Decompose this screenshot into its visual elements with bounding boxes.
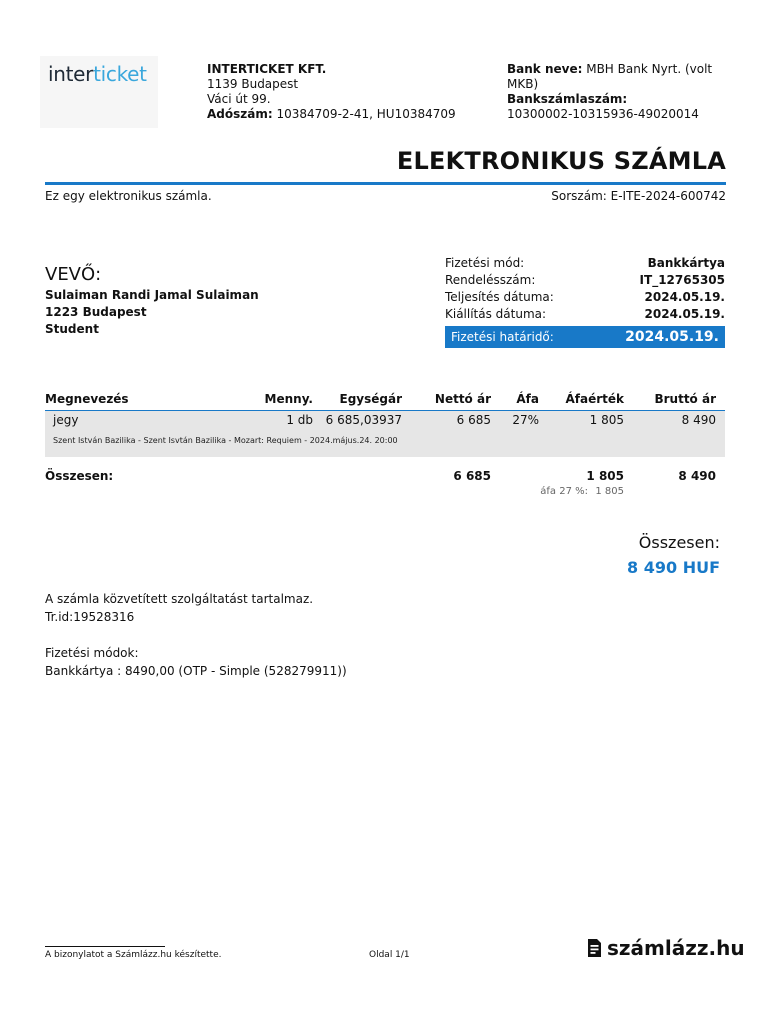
invoice-title: ELEKTRONIKUS SZÁMLA: [396, 147, 726, 175]
meta-issue-date: [445, 306, 725, 323]
cell-net: 6 685: [456, 413, 491, 427]
note-line: Bankkártya : 8490,00 (OTP - Simple (528279911)): [45, 664, 347, 678]
grand-total-value: 8 490 HUF: [627, 558, 720, 577]
sum-label: Összesen:: [45, 469, 114, 483]
due-date-value: 2024.05.19.: [625, 329, 719, 345]
bank-name-value: MBH Bank Nyrt. (volt MKB): [507, 62, 713, 91]
bank-account-label: Bankszámlaszám:: [507, 92, 628, 106]
table-sum-row: [45, 467, 725, 485]
page-number: Oldal 1/1: [369, 950, 410, 960]
header-unit-price: Egységár: [339, 392, 402, 406]
vat-breakdown-value: 1 805: [595, 486, 624, 497]
electronic-note: Ez egy elektronikus számla.: [45, 189, 212, 203]
seller-tax-value: 10384709-2-41, HU10384709: [276, 107, 456, 121]
company-logo: [40, 56, 158, 128]
sum-net: 6 685: [453, 469, 491, 483]
meta-fulfillment-date: [445, 289, 725, 306]
buyer-name: Sulaiman Randi Jamal Sulaiman: [45, 288, 259, 302]
due-date-label: Fizetési határidő:: [451, 330, 554, 344]
vat-breakdown-label: áfa 27 %:: [540, 486, 588, 497]
seller-tax-label: Adószám:: [207, 107, 273, 121]
sum-gross: 8 490: [678, 469, 716, 483]
buyer-extra: Student: [45, 322, 99, 336]
invoice-serial: Sorszám: E-ITE-2024-600742: [551, 189, 726, 203]
logo-part-2: ticket: [93, 62, 147, 86]
buyer-info: [45, 287, 259, 338]
header-gross: Bruttó ár: [654, 392, 716, 406]
sum-vat-amount: 1 805: [586, 469, 624, 483]
cell-gross: 8 490: [681, 413, 716, 427]
buyer-label: VEVŐ:: [45, 264, 102, 285]
header-vat: Áfa: [516, 392, 539, 406]
table-row: [45, 411, 725, 457]
meta-label: Kiállítás dátuma:: [445, 307, 547, 321]
bank-account-value: 10300002-10315936-49020014: [507, 107, 699, 121]
seller-info: [207, 62, 456, 122]
cell-unit-price: 6 685,03937: [325, 413, 402, 427]
footer-brand: [586, 936, 745, 960]
meta-label: Teljesítés dátuma:: [445, 290, 554, 304]
table-header: [45, 390, 725, 410]
seller-name: INTERTICKET KFT.: [207, 62, 327, 76]
cell-qty: 1 db: [286, 413, 313, 427]
header-name: Megnevezés: [45, 392, 129, 406]
cell-name: jegy: [53, 413, 79, 427]
meta-value: 2024.05.19.: [644, 290, 725, 304]
grand-total-label: Összesen:: [638, 533, 720, 552]
bank-info: [507, 62, 722, 122]
buyer-city: 1223 Budapest: [45, 305, 147, 319]
note-line: A számla közvetített szolgáltatást tartalmaz.: [45, 592, 314, 606]
seller-city: 1139 Budapest: [207, 77, 299, 91]
title-divider: [45, 182, 726, 185]
footer-note: A bizonylatot a Számlázz.hu készítette.: [45, 950, 222, 960]
vat-breakdown: [45, 485, 725, 501]
meta-label: Rendelésszám:: [445, 273, 536, 287]
document-icon: [586, 938, 602, 958]
bank-name: [507, 62, 722, 92]
header-qty: Menny.: [264, 392, 313, 406]
note-spacer: [45, 626, 347, 644]
seller-street: Váci út 99.: [207, 92, 271, 106]
meta-due-date: [445, 326, 725, 348]
meta-value: IT_12765305: [639, 273, 725, 287]
header-vat-amount: Áfaérték: [565, 392, 624, 406]
note-line: Tr.id:19528316: [45, 610, 135, 624]
table-row-values: [45, 411, 725, 433]
items-table: [45, 390, 725, 501]
brand-name: számlázz.hu: [607, 936, 745, 960]
invoice-notes: [45, 590, 347, 680]
meta-value: 2024.05.19.: [644, 307, 725, 321]
logo-part-1: inter: [48, 62, 94, 86]
cell-vat: 27%: [512, 413, 539, 427]
footer-divider: [45, 946, 165, 947]
header-net: Nettó ár: [434, 392, 491, 406]
bank-name-label: Bank neve:: [507, 62, 583, 76]
logo-text: [48, 62, 147, 86]
note-line: Fizetési módok:: [45, 646, 139, 660]
invoice-meta: [445, 255, 725, 348]
meta-label: Fizetési mód:: [445, 256, 525, 270]
seller-tax: [207, 107, 456, 122]
cell-description: Szent István Bazilika - Szent Isvtán Bazilika - Mozart: Requiem - 2024.május.24. 20:00: [53, 436, 398, 445]
cell-vat-amount: 1 805: [589, 413, 624, 427]
meta-order-number: [445, 272, 725, 289]
meta-payment-method: [445, 255, 725, 272]
meta-value: Bankkártya: [647, 256, 725, 270]
